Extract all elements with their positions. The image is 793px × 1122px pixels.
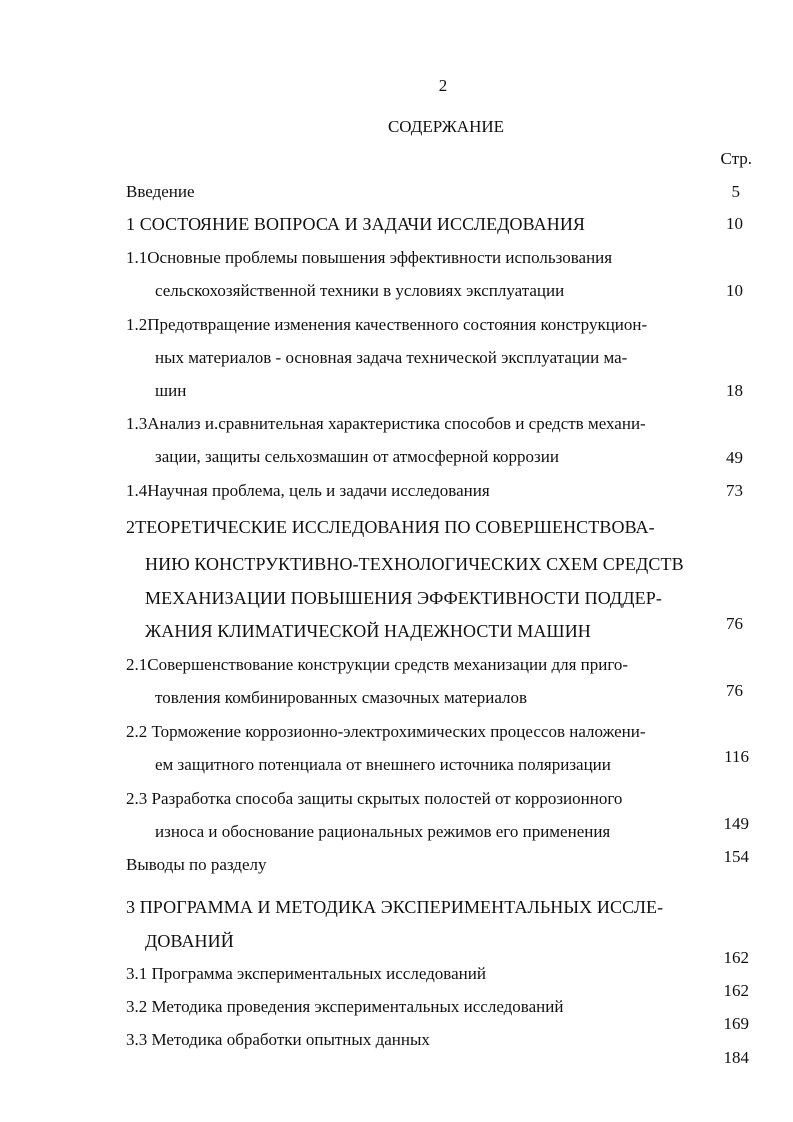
toc-entry-text-line: 2.3 Разработка способа защиты скрытых полостей от коррозионного	[126, 789, 623, 808]
toc-entry-text-line: износа и обоснование рациональных режимов его применения	[155, 822, 611, 841]
toc-entry-text-line: ДОВАНИЙ	[145, 931, 234, 951]
toc-entry-text-line: 2.2 Торможение коррозионно-электрохимических процессов наложени-	[126, 722, 646, 741]
toc-entry-page: 184	[723, 1048, 749, 1067]
toc-entry-page: 76	[726, 614, 743, 633]
toc-entry-page: 5	[731, 182, 740, 201]
toc-entry-text: 1 СОСТОЯНИЕ ВОПРОСА И ЗАДАЧИ ИССЛЕДОВАНИЯ	[126, 214, 586, 234]
toc-entry-text-line: сельскохозяйственной техники в условиях эксплуатации	[155, 281, 565, 300]
toc-entry-page: 169	[723, 1014, 749, 1033]
toc-entry-page: 76	[726, 681, 743, 700]
toc-entry-text-line: товления комбинированных смазочных материалов	[155, 688, 528, 707]
toc-entry-text: 3.1 Программа экспериментальных исследований	[126, 964, 486, 983]
toc-entry-text: Введение	[126, 182, 195, 201]
contents-title: СОДЕРЖАНИЕ	[387, 117, 505, 136]
toc-entry-text: 3.2 Методика проведения экспериментальных исследований	[126, 997, 564, 1016]
toc-entry-text-line: ЖАНИЯ КЛИМАТИЧЕСКОЙ НАДЕЖНОСТИ МАШИН	[145, 621, 591, 641]
page-column-label: Стр.	[720, 149, 752, 168]
toc-entry-page: 18	[726, 381, 743, 400]
toc-entry-text-line: 1.3Анализ и.сравнительная характеристика способов и средств механи-	[126, 414, 646, 433]
toc-entry-page: 10	[726, 281, 743, 300]
toc-entry-text-line: шин	[155, 381, 187, 400]
toc-entry-text: Выводы по разделу	[126, 855, 267, 874]
toc-entry-text: 1.4Научная проблема, цель и задачи исследования	[126, 481, 490, 500]
page-number: 2	[438, 76, 448, 95]
toc-entry-text-line: ных материалов - основная задача технической эксплуатации ма-	[155, 348, 628, 367]
toc-entry-page: 154	[723, 847, 749, 866]
toc-entry-text-line: 1.2Предотвращение изменения качественного состояния конструкцион-	[126, 315, 648, 334]
toc-entry-text-line: 1.1Основные проблемы повышения эффективности использования	[126, 248, 613, 267]
toc-entry-text-line: зации, защиты сельхозмашин от атмосферной коррозии	[155, 447, 559, 466]
toc-entry-text-line: НИЮ КОНСТРУКТИВНО-ТЕХНОЛОГИЧЕСКИХ СХЕМ СРЕДСТВ	[145, 554, 684, 574]
toc-entry-text: 3.3 Методика обработки опытных данных	[126, 1030, 430, 1049]
toc-entry-page: 149	[723, 814, 749, 833]
toc-entry-text-line: 2.1Совершенствование конструкции средств механизации для приго-	[126, 655, 629, 674]
toc-entry-text-line: ем защитного потенциала от внешнего источника поляризации	[155, 755, 611, 774]
toc-entry-page: 162	[723, 948, 749, 967]
toc-entry-page: 10	[726, 214, 743, 233]
toc-entry-text-line: 3 ПРОГРАММА И МЕТОДИКА ЭКСПЕРИМЕНТАЛЬНЫХ ИССЛЕ-	[126, 897, 664, 917]
toc-entry-page: 162	[723, 981, 749, 1000]
toc-entry-page: 73	[726, 481, 743, 500]
toc-entry-page: 116	[724, 747, 749, 766]
toc-entry-text-line: 2ТЕОРЕТИЧЕСКИЕ ИССЛЕДОВАНИЯ ПО СОВЕРШЕНСТВОВА-	[126, 517, 655, 537]
toc-entry-page: 49	[726, 448, 743, 467]
toc-entry-text-line: МЕХАНИЗАЦИИ ПОВЫШЕНИЯ ЭФФЕКТИВНОСТИ ПОДДЕР-	[145, 588, 662, 608]
